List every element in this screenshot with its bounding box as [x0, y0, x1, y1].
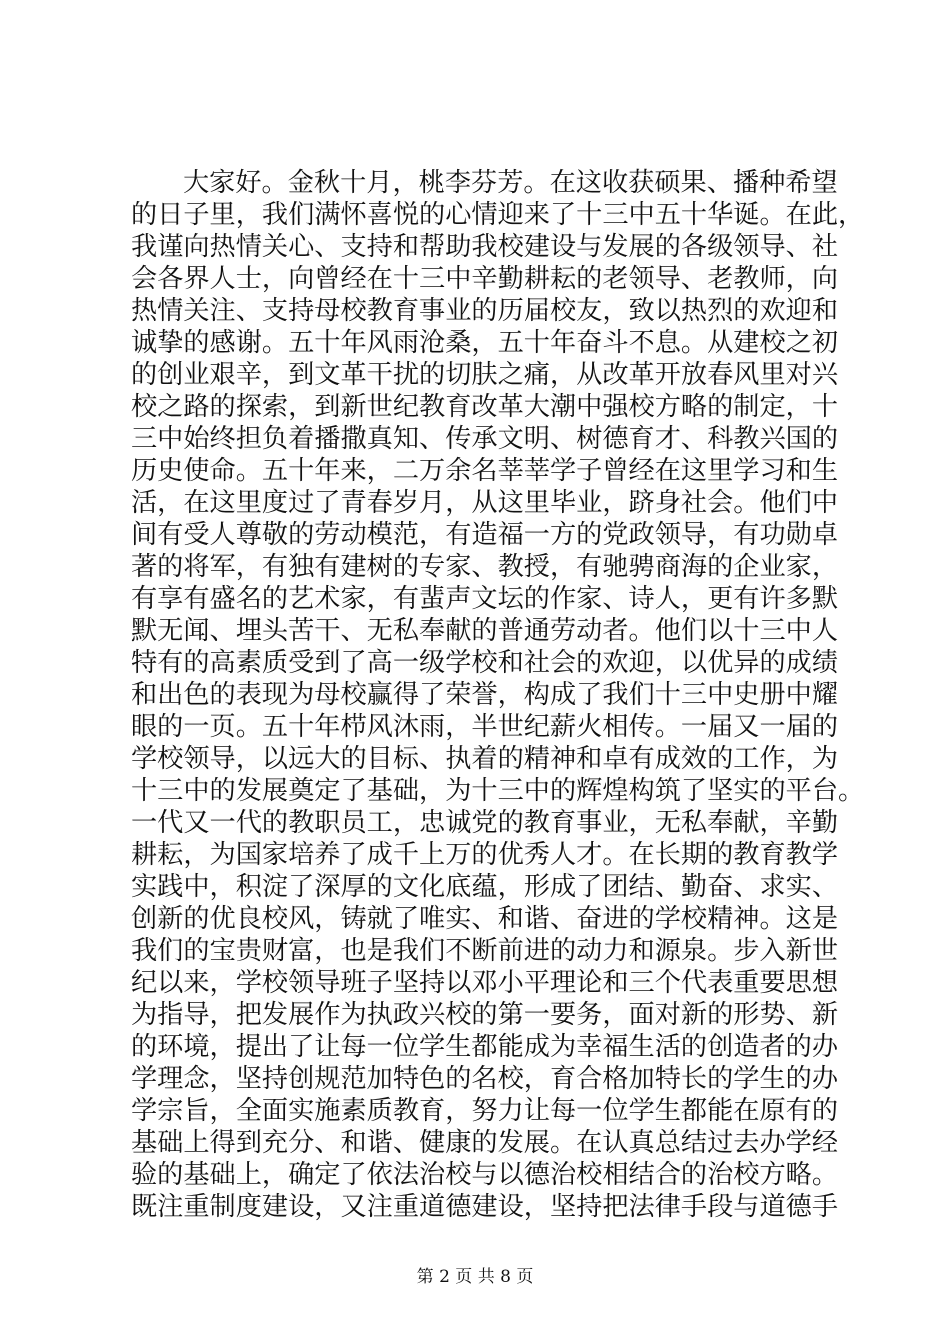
text-line: 有享有盛名的艺术家，有蜚声文坛的作家、诗人，更有许多默: [131, 584, 839, 614]
text-line: 默无闻、埋头苦干、无私奉献的普通劳动者。他们以十三中人: [131, 616, 839, 646]
text-line: 间有受人尊敬的劳动模范，有造福一方的党政领导，有功勋卓: [131, 520, 839, 550]
text-line: 验的基础上，确定了依法治校与以德治校相结合的治校方略。: [131, 1160, 839, 1190]
text-line: 创新的优良校风，铸就了唯实、和谐、奋进的学校精神。这是: [131, 904, 839, 934]
text-line: 学宗旨，全面实施素质教育，努力让每一位学生都能在原有的: [131, 1096, 839, 1126]
body-paragraph: [131, 167, 865, 1223]
text-line: 一代又一代的教职员工，忠诚党的教育事业，无私奉献，辛勤: [131, 808, 839, 838]
text-line: 纪以来，学校领导班子坚持以邓小平理论和三个代表重要思想: [131, 968, 839, 998]
text-line: 特有的高素质受到了高一级学校和社会的欢迎，以优异的成绩: [131, 648, 839, 678]
text-line: 诚挚的感谢。五十年风雨沧桑，五十年奋斗不息。从建校之初: [131, 328, 839, 358]
text-line: 耕耘，为国家培养了成千上万的优秀人才。在长期的教育教学: [131, 840, 839, 870]
text-line: 为指导，把发展作为执政兴校的第一要务，面对新的形势、新: [131, 1000, 839, 1030]
text-line: 热情关注、支持母校教育事业的历届校友，致以热烈的欢迎和: [131, 296, 839, 326]
text-line: 的日子里，我们满怀喜悦的心情迎来了十三中五十华诞。在此，: [131, 200, 865, 230]
text-line: 校之路的探索，到新世纪教育改革大潮中强校方略的制定，十: [131, 392, 839, 422]
text-line: 学理念，坚持创规范加特色的名校，育合格加特长的学生的办: [131, 1064, 839, 1094]
text-line: 和出色的表现为母校赢得了荣誉，构成了我们十三中史册中耀: [131, 680, 839, 710]
text-line: 大家好。金秋十月，桃李芬芳。在这收获硕果、播种希望: [183, 168, 838, 198]
text-line: 我谨向热情关心、支持和帮助我校建设与发展的各级领导、社: [131, 232, 839, 262]
text-line: 我们的宝贵财富，也是我们不断前进的动力和源泉。步入新世: [131, 936, 839, 966]
text-line: 学校领导，以远大的目标、执着的精神和卓有成效的工作，为: [131, 744, 839, 774]
text-line: 实践中，积淀了深厚的文化底蕴，形成了团结、勤奋、求实、: [131, 872, 839, 902]
text-line: 的创业艰辛，到文革干扰的切肤之痛，从改革开放春风里对兴: [131, 360, 839, 390]
text-line: 十三中的发展奠定了基础，为十三中的辉煌构筑了坚实的平台。: [131, 776, 865, 806]
text-line: 历史使命。五十年来，二万余名莘莘学子曾经在这里学习和生: [131, 456, 839, 486]
text-line: 会各界人士，向曾经在十三中辛勤耕耘的老领导、老教师，向: [131, 264, 839, 294]
page-footer: [0, 1266, 950, 1288]
text-line: 基础上得到充分、和谐、健康的发展。在认真总结过去办学经: [131, 1128, 839, 1158]
text-line: 活，在这里度过了青春岁月，从这里毕业，跻身社会。他们中: [131, 488, 839, 518]
text-line: 三中始终担负着播撒真知、传承文明、树德育才、科教兴国的: [131, 424, 839, 454]
page-number-label: 第 2 页 共 8 页: [416, 1267, 534, 1287]
text-line: 既注重制度建设，又注重道德建设，坚持把法律手段与道德手: [131, 1192, 839, 1222]
text-line: 著的将军，有独有建树的专家、教授，有驰骋商海的企业家，: [131, 552, 839, 582]
text-line: 眼的一页。五十年栉风沐雨，半世纪薪火相传。一届又一届的: [131, 712, 839, 742]
text-line: 的环境，提出了让每一位学生都能成为幸福生活的创造者的办: [131, 1032, 839, 1062]
